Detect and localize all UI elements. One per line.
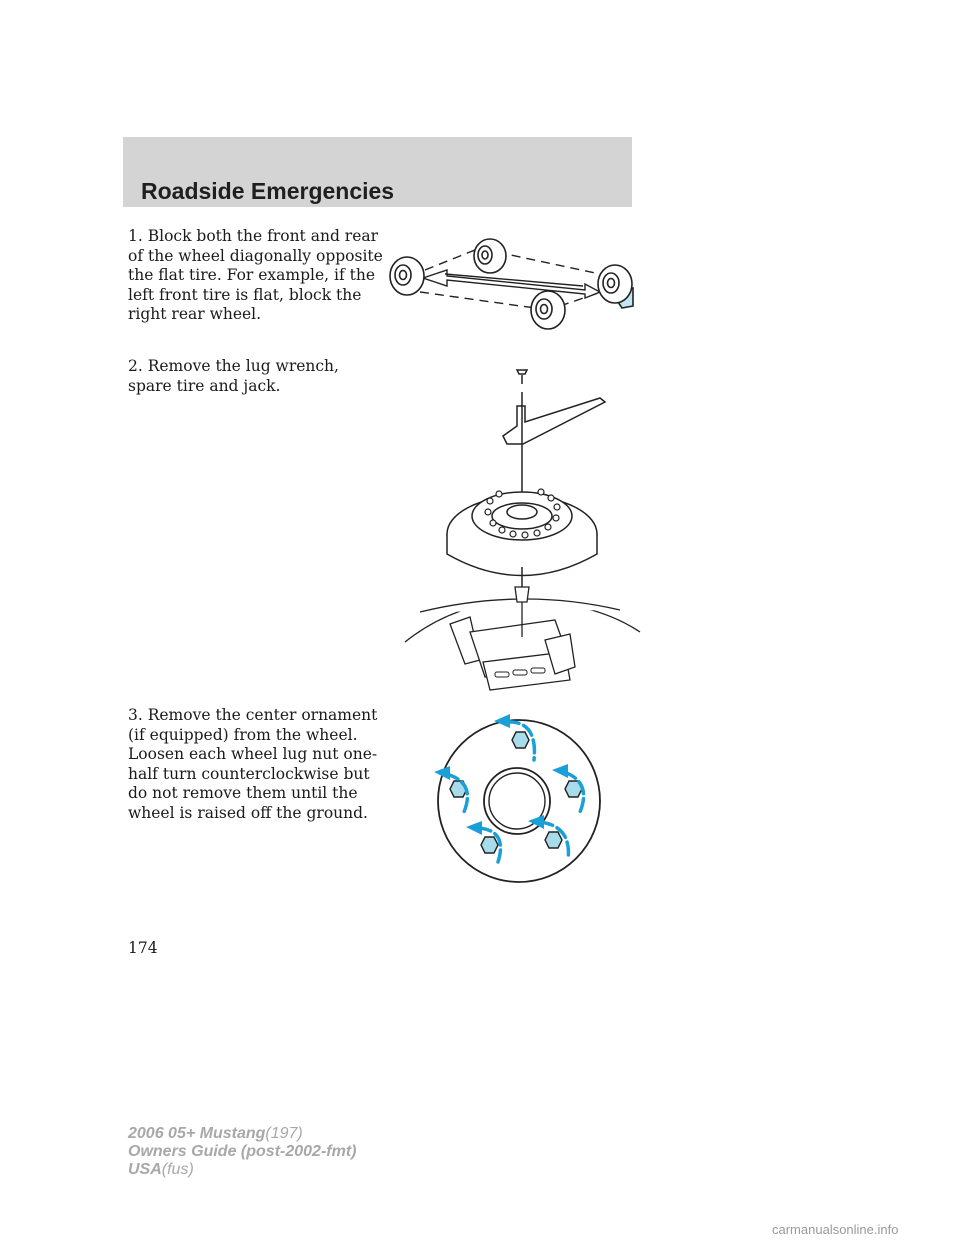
wheel-blocking-illustration: [385, 228, 647, 340]
document-footer: [128, 1125, 356, 1179]
lug-nut-loosening-illustration: [430, 712, 608, 890]
footer-line-2: [128, 1143, 356, 1161]
lug-nut-bottom-right: [545, 832, 562, 848]
step-3-text: 3. Remove the center ornament (if equipped) from the wheel. Loosen each wheel lug nut one-half turn counterclockwise but do not remove them until the wheel is raised off the ground.: [128, 706, 378, 822]
footer-model: 2006 05+ Mustang: [128, 1125, 266, 1142]
step-1-text: 1. Block both the front and rear of the wheel diagonally opposite the flat tire. For example, if the left front tire is flat, block the right rear wheel.: [128, 227, 383, 323]
footer-line-1: [128, 1125, 356, 1143]
footer-model-code: (197): [265, 1125, 303, 1142]
page-number: 174: [128, 939, 158, 957]
watermark: carmanualsonline.info: [772, 1222, 899, 1237]
lug-nut-top: [512, 732, 529, 748]
footer-market-code: (fus): [161, 1161, 194, 1178]
footer-line-3: [128, 1161, 356, 1179]
footer-market: USA: [128, 1161, 162, 1178]
footer-guide: Owners Guide (post-2002-fmt): [128, 1143, 357, 1160]
spare-tire-jack-illustration: [395, 362, 650, 694]
lug-nut-bottom-left: [481, 837, 498, 853]
step-2-text: 2. Remove the lug wrench, spare tire and jack.: [128, 357, 339, 395]
page-title: Roadside Emergencies: [141, 178, 395, 204]
